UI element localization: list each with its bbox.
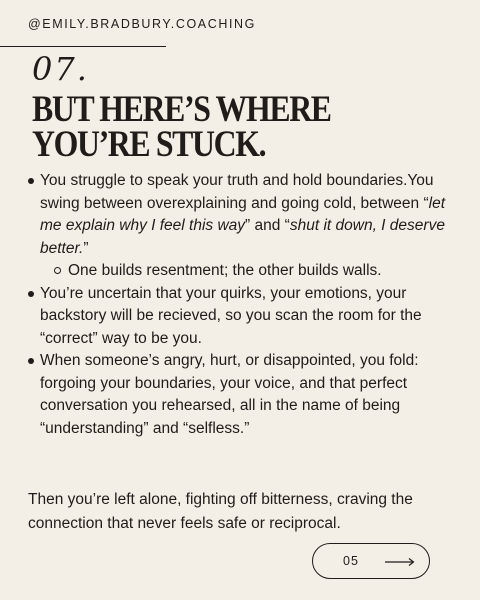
headline-line-1: BUT HERE’S WHERE [32,89,331,130]
header-divider [0,46,166,47]
list-item-fold: When someone’s angry, hurt, or disappointed, you fold: forgoing your boundaries, your voice, and that perfect conversation you rehearsed, all in the name of being “understanding” and “selfless.” [28,350,468,440]
next-page-button[interactable] [312,543,430,579]
page-number: 05 [343,554,359,568]
item-text: You struggle to speak your truth and hold boundaries.You swing between overexplaining and going cold, between “ [40,172,434,212]
arrow-right-icon [385,557,415,567]
quote-explain: let me explain why I feel this way [40,194,445,234]
item-text-mid: ” and “ [245,217,290,234]
sub-list [40,260,468,283]
slide-number: 07. [32,50,89,88]
quote-shut-down: shut it down, I deserve better. [40,217,445,257]
stuck-points-list [28,170,468,440]
headline [32,89,331,165]
item-text-tail: ” [83,239,89,257]
headline-line-2: YOU’RE STUCK. [32,124,266,165]
account-handle: @EMILY.BRADBURY.COACHING [28,17,256,31]
list-item-boundaries [28,170,468,283]
sub-list-item: One builds resentment; the other builds walls. [54,260,468,283]
closing-paragraph: Then you’re left alone, fighting off bitterness, craving the connection that never feels safe or reciprocal. [28,491,413,532]
list-item-uncertain: You’re uncertain that your quirks, your emotions, your backstory will be recieved, so you scan the room for the “correct” way to be you. [28,283,468,351]
